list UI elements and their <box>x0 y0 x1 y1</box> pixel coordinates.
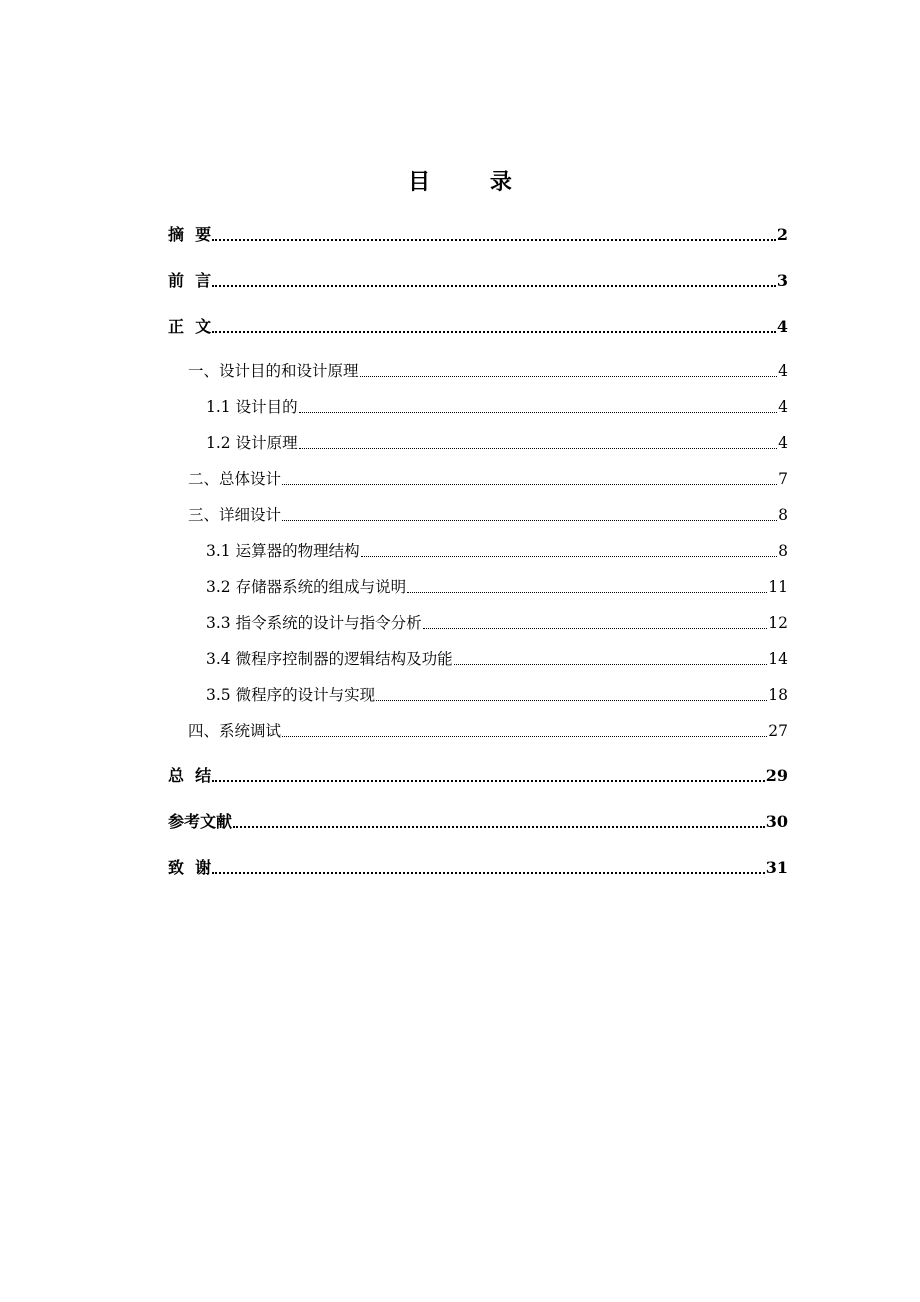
toc-entry-section-3-1[interactable] <box>206 540 788 562</box>
toc-entry-label: 1.2 设计原理 <box>206 434 298 452</box>
toc-page-number: 31 <box>765 858 788 877</box>
toc-page-number: 11 <box>768 578 788 596</box>
toc-leader-dots <box>212 284 776 287</box>
toc-leader-dots <box>454 663 768 665</box>
toc-entry-label: 二、总体设计 <box>188 470 282 488</box>
toc-entry-label: 3.1 运算器的物理结构 <box>206 542 360 560</box>
toc-entry-label: 参考文献 <box>168 812 233 831</box>
toc-leader-dots <box>282 483 777 485</box>
toc-entry-label: 三、详细设计 <box>188 506 282 524</box>
toc-entry-label: 3.4 微程序控制器的逻辑结构及功能 <box>206 650 453 668</box>
toc-entry-section-3-3[interactable] <box>206 612 788 634</box>
toc-entry-section-3-5[interactable] <box>206 684 788 706</box>
toc-entry-acknowledgements[interactable] <box>168 857 788 879</box>
toc-entry-label: 四、系统调试 <box>188 722 282 740</box>
toc-entry-section-2[interactable] <box>188 468 788 490</box>
toc-entry-section-3-4[interactable] <box>206 648 788 670</box>
toc-page-number: 8 <box>778 506 788 524</box>
toc-leader-dots <box>376 699 767 701</box>
toc-page-number: 4 <box>778 398 788 416</box>
toc-leader-dots <box>282 735 767 737</box>
toc-page-number: 12 <box>768 614 788 632</box>
toc-page-number: 14 <box>768 650 788 668</box>
toc-entry-section-1[interactable] <box>188 360 788 382</box>
toc-page-number: 27 <box>768 722 788 740</box>
toc-leader-dots <box>361 555 778 557</box>
toc-leader-dots <box>212 779 765 782</box>
toc-entry-abstract[interactable] <box>168 224 788 246</box>
toc-leader-dots <box>282 519 777 521</box>
toc-leader-dots <box>299 447 778 449</box>
toc-entry-label: 摘 要 <box>168 225 212 244</box>
toc-page-number: 18 <box>768 686 788 704</box>
toc-entry-label: 1.1 设计目的 <box>206 398 298 416</box>
toc-leader-dots <box>233 825 765 828</box>
toc-page-number: 29 <box>765 766 788 785</box>
toc-page-number: 30 <box>765 812 788 831</box>
toc-entry-label: 一、设计目的和设计原理 <box>188 362 359 380</box>
toc-entry-label: 3.3 指令系统的设计与指令分析 <box>206 614 422 632</box>
toc-leader-dots <box>212 330 776 333</box>
toc-page-number: 4 <box>776 317 788 336</box>
toc-page-number: 8 <box>778 542 788 560</box>
toc-entry-section-3[interactable] <box>188 504 788 526</box>
toc-leader-dots <box>212 871 765 874</box>
toc-entry-label: 致 谢 <box>168 858 212 877</box>
toc-page-number: 4 <box>778 434 788 452</box>
toc-leader-dots <box>212 238 776 241</box>
toc-entry-preface[interactable] <box>168 270 788 292</box>
toc-page-number: 3 <box>776 271 788 290</box>
toc-leader-dots <box>299 411 778 413</box>
toc-entry-references[interactable] <box>168 811 788 833</box>
toc-leader-dots <box>423 627 768 629</box>
toc-entry-section-4[interactable] <box>188 720 788 742</box>
toc-entry-label: 前 言 <box>168 271 212 290</box>
toc-page-number: 7 <box>778 470 788 488</box>
toc-leader-dots <box>360 375 778 377</box>
toc-title: 目 录 <box>408 170 538 195</box>
toc-entry-label: 3.5 微程序的设计与实现 <box>206 686 376 704</box>
toc-entry-section-1-2[interactable] <box>206 432 788 454</box>
toc-entry-main-text[interactable] <box>168 316 788 338</box>
toc-entry-summary[interactable] <box>168 765 788 787</box>
toc-entry-label: 正 文 <box>168 317 212 336</box>
toc-page-number: 4 <box>778 362 788 380</box>
toc-entry-label: 3.2 存储器系统的组成与说明 <box>206 578 407 596</box>
toc-entry-label: 总 结 <box>168 766 212 785</box>
toc-page-number: 2 <box>776 225 788 244</box>
toc-entry-section-1-1[interactable] <box>206 396 788 418</box>
toc-leader-dots <box>407 591 767 593</box>
toc-entry-section-3-2[interactable] <box>206 576 788 598</box>
